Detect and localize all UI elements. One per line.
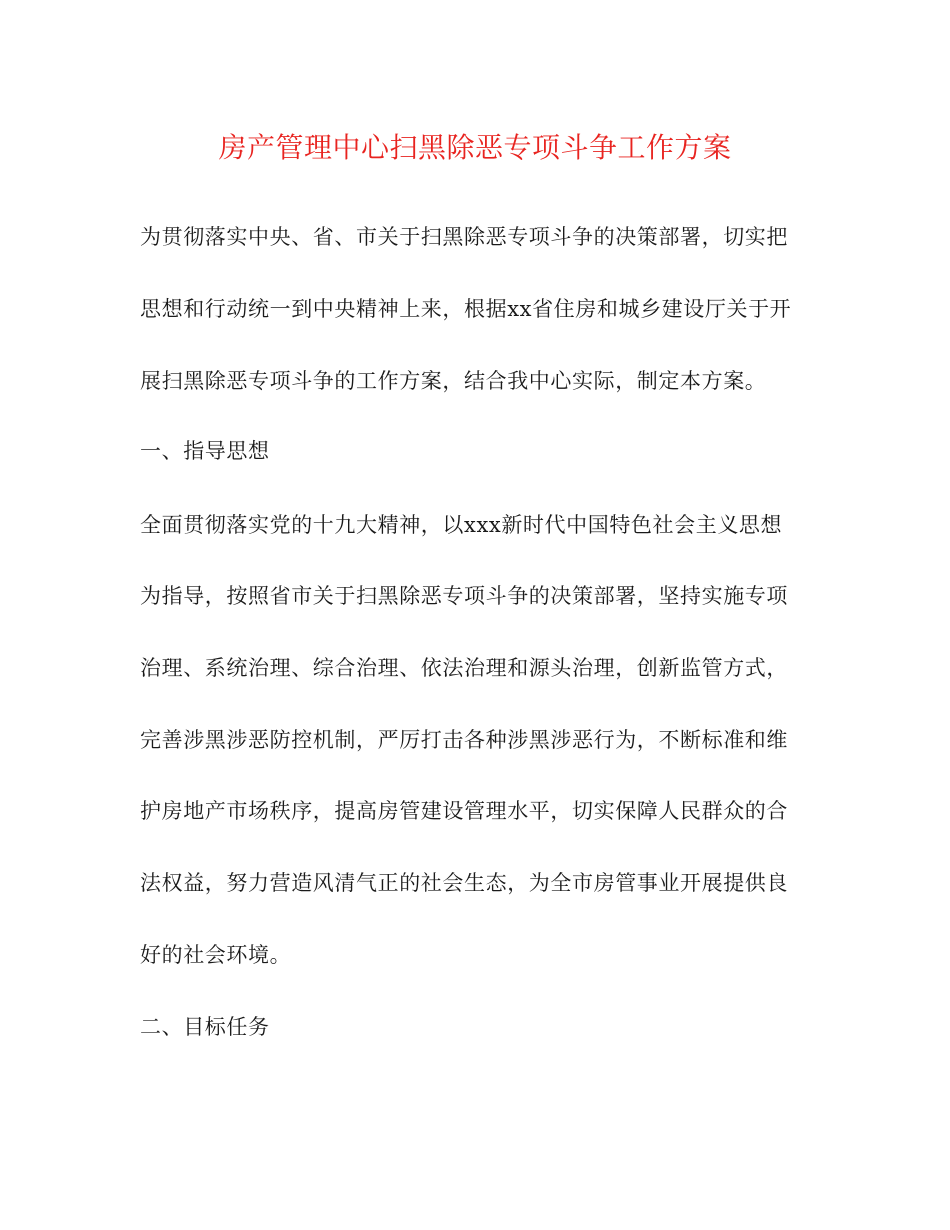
section1-line-7: 好的社会环境。 <box>140 943 292 967</box>
intro-line-3: 展扫黑除恶专项斗争的工作方案，结合我中心实际，制定本方案。 <box>140 369 767 393</box>
section1-line-6: 法权益，努力营造风清气正的社会生态，为全市房管事业开展提供良 <box>140 871 788 895</box>
section1-line-1: 全面贯彻落实党的十九大精神，以xxx新时代中国特色社会主义思想 <box>140 513 783 537</box>
section1-line-2: 为指导，按照省市关于扫黑除恶专项斗争的决策部署，坚持实施专项 <box>140 584 788 608</box>
section-heading-guiding-ideology: 一、指导思想 <box>140 439 270 463</box>
section1-line-5: 护房地产市场秩序，提高房管建设管理水平，切实保障人民群众的合 <box>140 799 788 823</box>
section-heading-goals-tasks: 二、目标任务 <box>140 1015 270 1039</box>
document-title: 房产管理中心扫黑除恶专项斗争工作方案 <box>218 131 732 164</box>
section1-line-4: 完善涉黑涉恶防控机制，严厉打击各种涉黑涉恶行为，不断标准和维 <box>140 728 788 752</box>
section1-line-3: 治理、系统治理、综合治理、依法治理和源头治理，创新监管方式， <box>140 656 788 680</box>
intro-line-2: 思想和行动统一到中央精神上来，根据xx省住房和城乡建设厅关于开 <box>140 297 792 321</box>
intro-line-1: 为贯彻落实中央、省、市关于扫黑除恶专项斗争的决策部署，切实把 <box>140 225 788 249</box>
